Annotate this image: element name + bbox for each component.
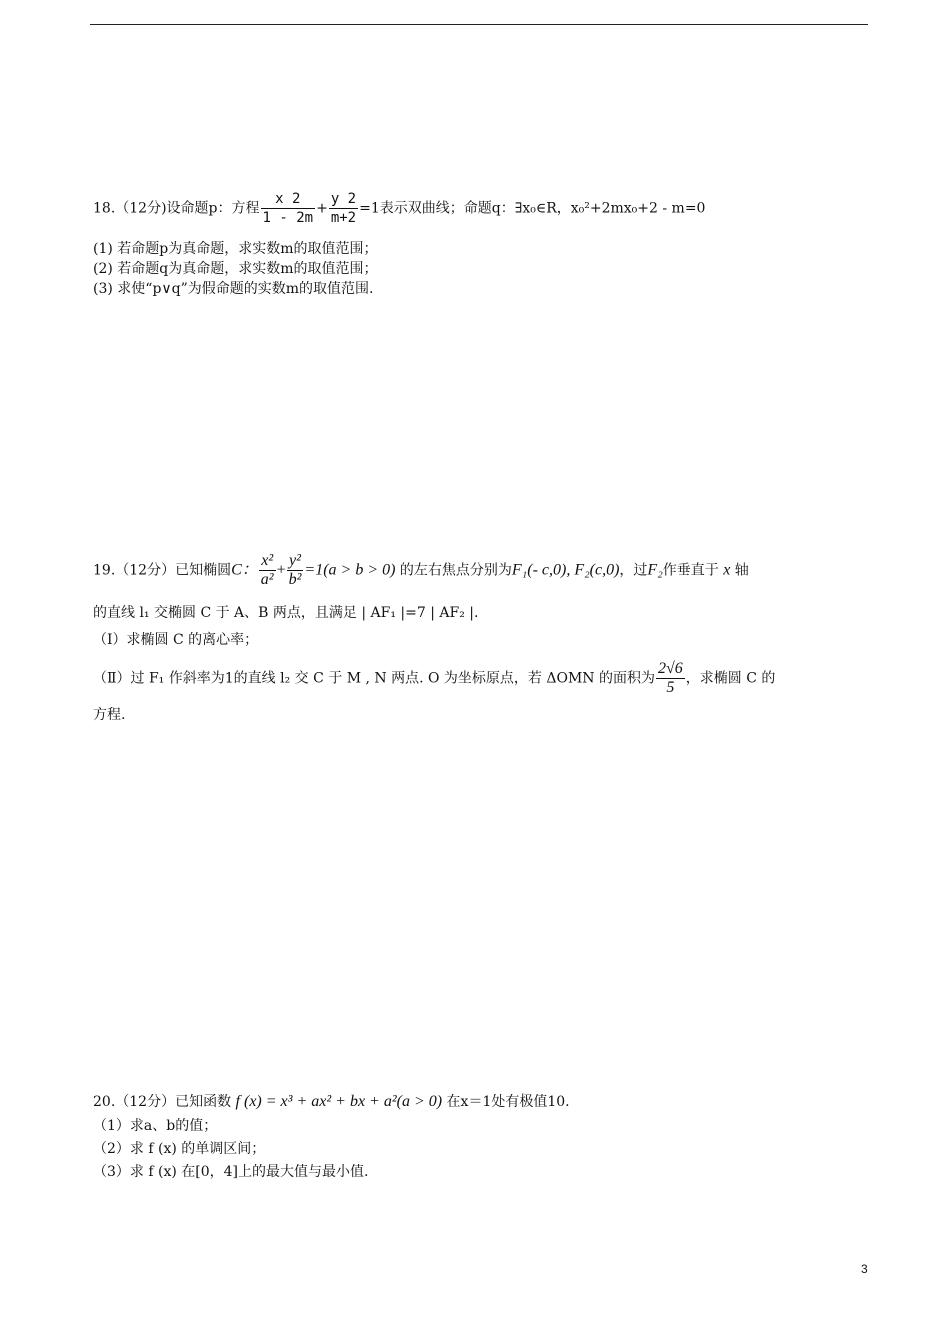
q18-fraction-2-num: y 2 <box>330 191 357 207</box>
q19-part-2-end: 方程. <box>93 707 126 723</box>
q20-stem <box>93 1093 570 1111</box>
q18-part-3: (3) 求使“p∨q”为假命题的实数m的取值范围. <box>93 281 374 297</box>
q19-stem: 19.（12分）已知椭圆C： $\frac{\text{x²}}{\text{a²}}$ + $\frac{\text{y²}}{\text{b²}}$ =1(a > b > 0) 的左右焦点分别为F₁(- c,0), F₂(c,0)，过F₂作垂直于 x 轴 <box>93 552 749 588</box>
q18-stem <box>93 190 705 227</box>
q19-fraction-x-num: x² <box>259 552 276 571</box>
q20-stem-text-b: 在x＝1处有极值10. <box>446 1094 570 1110</box>
q18-plus: + <box>316 200 328 217</box>
q18-stem-text-a: 18.（12分)设命题p：方程 <box>93 200 260 217</box>
q19-stem-text-c: ，过 <box>619 562 648 579</box>
q19-f2: F₂ <box>647 561 663 579</box>
q19-foci: F₁(- c,0), F₂(c,0) <box>511 561 620 579</box>
q18-fraction-1-num: x 2 <box>261 190 316 209</box>
q20-part-3: （3）求 f (x) 在[0，4]上的最大值与最小值. <box>93 1164 369 1180</box>
q19-part-2 <box>93 660 775 697</box>
q19-part-2-text-b: ，求椭圆 C 的 <box>685 670 776 687</box>
q18-fraction-1-den: 1 - 2m <box>262 210 314 226</box>
q19-stem-text-a: 19.（12分）已知椭圆 <box>93 562 232 579</box>
q19-stem-text-b: 的左右焦点分别为 <box>399 562 512 579</box>
q19-x: x <box>723 561 731 579</box>
q20-stem-text-a: 20.（12分）已知函数 <box>93 1094 232 1110</box>
q20-part-2: （2）求 f (x) 的单调区间； <box>93 1141 266 1157</box>
q18-fraction-2 <box>329 190 358 227</box>
q18-stem-text-b: =1表示双曲线；命题q：∃x₀∈R，x₀²+2mx₀+2 - m=0 <box>359 200 706 217</box>
q19-ellipse-name: C： <box>231 561 258 579</box>
q18-part-1: (1) 若命题p为真命题，求实数m的取值范围； <box>93 241 378 257</box>
q19-stem-text-d: 作垂直于 <box>662 562 719 579</box>
q19-part-1: （Ⅰ）求椭圆 C 的离心率； <box>93 632 259 648</box>
q19-fraction-y-den: b² <box>288 571 302 588</box>
q18-fraction-2-den: m+2 <box>330 210 357 226</box>
header-rule <box>90 24 868 25</box>
q19-area-fraction <box>656 660 685 697</box>
q19-part-2-text-a: （Ⅱ）过 F₁ 作斜率为1的直线 l₂ 交 C 于 M , N 两点. O 为坐标原点，若 ΔOMN 的面积为 <box>93 670 655 687</box>
q19-fraction-y-num: y² <box>287 552 304 571</box>
page-number: 3 <box>861 1262 868 1276</box>
q19-eq-tail: =1(a > b > 0) <box>304 561 396 579</box>
q19-line-2: 的直线 l₁ 交椭圆 C 于 A、B 两点，且满足 | AF₁ |=7 | AF₂ |. <box>93 605 479 621</box>
q19-fraction-x <box>259 552 276 589</box>
q19-fraction-x-den: a² <box>260 571 274 588</box>
q20-function: f (x) = x³ + ax² + bx + a²(a > 0) <box>235 1093 443 1110</box>
q19-area-num: 2√6 <box>658 660 683 677</box>
q19-stem-text-e: 轴 <box>734 562 749 579</box>
q19-area-den: 5 <box>666 679 675 696</box>
q20-part-1: （1）求a、b的值； <box>93 1118 218 1134</box>
q19-fraction-y <box>287 552 304 589</box>
q18-part-2: (2) 若命题q为真命题，求实数m的取值范围； <box>93 261 378 277</box>
q18-fraction-1 <box>261 190 316 227</box>
